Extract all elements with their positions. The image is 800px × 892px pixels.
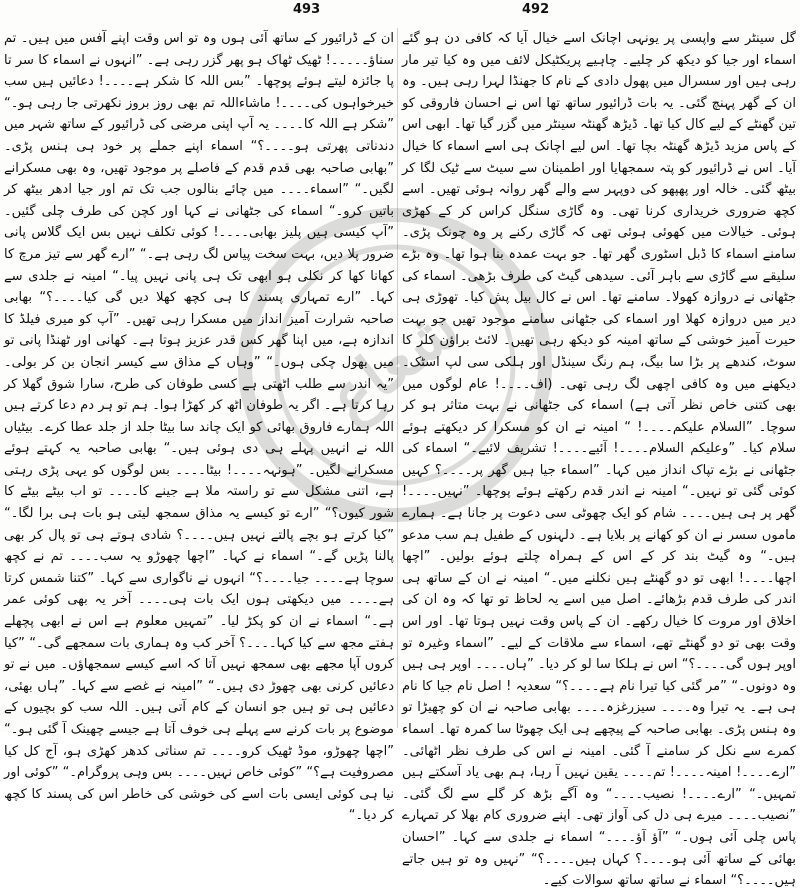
page-gutter-divider [397, 28, 398, 728]
left-page-body: ان کے ڈرائیور کے ساتھ آئی ہوں وہ تو اس وقت اپنے آفس میں ہیں۔ تم سناؤ۔۔۔۔۔! ٹھیک ٹھاک ہو پھر گزر رہی ہے۔ ”انہوں نے اسماء کا سر تا پا جائزہ لیتے ہوئے پوچھا۔ ”بس اللہ کا شکر ہے۔۔۔۔! دعائیں ہیں سب خیرخواہوں کی۔۔۔۔! ماشاءاللہ تم بھی روز بروز نکھرتی جا رہی ہو۔“ ”شکر ہے اللہ کا۔۔۔۔ یہ آپ اپنی مرضی کی ڈرائیور کے ساتھ شہر میں دندناتی پھرتی ہو۔۔۔۔؟“ اسماء اپنے جملے پر خود ہی ہنس پڑی۔ ”بھابی صاحبہ بھی قدم قدم کے فاصلے پر موجود تھیں، وہ بھی مسکرانے لگیں۔“ ”اسماء۔۔۔۔ میں چائے بنالوں جب تک تم اور جیا ادھر بیٹھ کر باتیں کرو۔“ اسماء کی جٹھانی نے کہا اور کچن کی طرف چلی گئیں۔ ”آپ کیسی ہیں پلیز بھابی۔۔۔۔! کوئی تکلف نہیں بس ایک گلاس پانی ضرور پلا دیں، بہت سخت پیاس لگ رہی ہے۔“ ”ارے گھر سے تیز مرچ کا کھانا کھا کر نکلی ہو ابھی تک ہی پانی نہیں پیا۔“ امینہ نے جلدی سے کہا۔ ”ارے تمہاری پسند کا ہی کچھ کھلا دیں گی کیا۔۔۔۔؟“ بھابی صاحبہ شرارت آمیز انداز میں مسکرا رہی تھیں۔ ”آپ کو میری فیلڈ کا اندازہ ہے، میں اپنا گھر کس قدر عزیز ہوتا ہے۔ کھانی اور ٹھنڈا پانی تو میں بھول چکی ہوں۔“ ”وہاں کے مذاق سے کیسر انجان بن کر بولی۔ ”یہ اندر سے طلب اٹھتی ہے کسی طوفان کی طرح، سارا شوق گھلا کر رہا کرتا ہے۔ اگر یہ طوفان اٹھ کر کھڑا ہوا۔ ہم تو ہر دم دعا کرتے ہیں اللہ ہمارے فاروق بھائی کو ایک چاند سا بیٹا جلد از جلد عطا کرے۔ بیٹیاں اللہ نے انہیں پہلے ہی دی ہوئی ہیں۔“ بھابی صاحبہ یہ کہتے ہوئے مسکرانے لگیں۔ ”ہونہہ۔۔۔۔! بیٹا۔۔۔۔ بس لوگوں کو یہی پڑی رہتی ہے، اتنی مشکل سے تو راستہ ملا ہے جینے کا۔۔۔۔ تو اب بیٹے بیٹے کا شور کیوں؟“ ”ارے تو کیسے یہ مذاق سمجھ لیتی ہو بات ہی برا لگا۔“ ”کیا کرتے ہو بچے پالتے نہیں ہیں۔۔۔۔؟ شادی ہوتے ہی تو پال کر بھی پالنا پڑیں گے۔“ اسماء نے کہا۔ ”اچھا چھوڑو یہ سب۔۔۔۔ تم نے کچھ سوچا ہے۔۔۔۔ جیا۔۔۔۔؟“ انہوں نے ناگواری سے کہا۔ ”کتنا شمس کرتا ہے۔۔۔۔ میں دیکھتی ہوں ایک بات ہی۔۔۔۔ آخر یہ بھی کوئی عمر ہے۔“ اسماء نے ان کو پکڑ لیا۔ ”تمہیں معلوم ہے اس نے ابھی پچھلے ہفتے مجھ سے کیا کہا۔۔۔۔؟ آخر کب وہ ہماری بات سمجھے گی۔“ ”کیا کروں آپا مجھے بھی سمجھ نہیں آتا کہ اسے کیسے سمجھاؤں۔ میں نے تو دعائیں کرنی بھی چھوڑ دی ہیں۔“ ”امینہ نے غصے سے کہا۔ ”ہاں بھئی، دعائیں ہی تو ہیں جو انسان کے کام آتی ہیں۔ اللہ سب کو بچیوں کے موضوع پر بات کرنے سے پہلے ہی خوف آتا ہے جیسے چھینک آ گئی ہو۔“ ”اچھا چھوڑو، موڈ ٹھیک کرو۔۔۔۔ تم سناتی کدھر کھڑی ہو، آج کل کیا مصروفیت ہے؟“ ”کوئی خاص نہیں۔۔۔۔ بس وہی پروگرام۔“ ”کوئی اور نیا ہی کوئی ایسی بات اسے کی خوشی کی خاطر اس کی پسند کا کچھ کر دیا۔“ [4, 31, 394, 824]
page-number-left: 493 [293, 2, 321, 17]
right-page-body: گل سینٹر سے واپسی پر یونہی اچانک اسے خیال آیا کہ کافی دن ہو گئے اسماء اور جیا کو دیکھ کر چلیے۔ چاہیے پریکٹیکل لائف میں وہ کیا تیر مار رہی ہیں اور سسرال میں پھول دادی کے نام کا جھنڈا لہرا رہی ہیں۔ وہ ان کے گھر پہنچ گئی۔ یہ بات ڈرائیور ساتھ تھا اس نے احسان فاروقی کو تین گھنٹے کے لیے کال کیا تھا۔ ڈیڑھ گھنٹہ سینٹر میں گزر گیا تھا۔ ابھی اس کے پاس مزید ڈیڑھ گھنٹہ بچا تھا۔ اس لیے اچانک ہی اسے اسماء کا خیال آیا۔ اس نے ڈرائیور کو پتہ سمجھایا اور اطمینان سے سیٹ سے ٹیک لگا کر بیٹھ گئی۔ خالہ اور پھپھو کی دوپہر سے والے گھر روانہ ہوئی تھیں۔ اسے کچھ ضروری خریداری کرنا تھی۔ وہ گاڑی سنگل کراس کر کے کھڑی ہوئی۔ خیالات میں کھوئی ہوئی تھی کہ گاڑی رکنے پر وہ چونک پڑی۔ سامنے اسماء کا ڈبل اسٹوری گھر تھا۔ جو بہت عمدہ بنا ہوا تھا۔ وہ بڑے سلیقے سے گاڑی سے باہر آئی۔ سیدھی گیٹ کی طرف بڑھی۔ اسماء کی جٹھانی نے دروازہ کھولا۔ سامنے تھا۔ اس نے کال بیل پش کیا۔ تھوڑی ہی دیر میں دروازہ کھلا اور اسماء کی جٹھانی سامنے موجود تھیں جو بہت حیرت آمیز خوشی کے ساتھ امینہ کو دیکھ رہی تھیں۔ لائٹ براؤن کلر کا سوٹ، کندھے پر بڑا سا بیگ، ہم رنگ سینڈل اور ہلکی سی لپ اسٹک۔ دیکھنے میں وہ کافی اچھی لگ رہی تھی۔ (اف۔۔۔۔! عام لوگوں میں بھی کتنی خاص نظر آتی ہے) اسماء کی جٹھانی نے بہت متاثر ہو کر سوچا۔ ”السلام علیکم۔۔۔۔! “ امینہ نے ان کو مسکرا کر دیکھتے ہوئے سلام کیا۔ ”وعلیکم السلام۔۔۔۔! آئیے۔۔۔۔! تشریف لائیے۔“ اسماء کی جٹھانی نے بڑے تپاک انداز میں کہا۔ ”اسماء جیا ہیں گھر پر۔۔۔۔؟ کہیں کوئی گئی تو نہیں۔“ امینہ نے اندر قدم رکھتے ہوئے پوچھا۔ ”نہیں۔۔۔۔! گھر پر ہی ہیں۔۔۔۔ شام کو ایک چھوٹی سی دعوت پر جانا ہے۔ ہمارے ماموں سسر نے ان کو کھانے پر بلایا ہے۔ دلہنوں کے طفیل ہم سب مدعو ہیں۔“ وہ گیٹ بند کر کے اس کے ہمراہ چلتے ہوئے بولیں۔ ”اچھا اچھا۔۔۔۔! ابھی تو دو گھنٹے ہیں نکلنے میں۔“ امینہ نے ان کے ساتھ ہی اندر کی طرف قدم بڑھائے۔ اصل میں اسے یہ لحاظ تو تھا کہ وہ ان کی اخلاق اور مروت کا خیال رکھے۔ ان کے پاس وقت نہیں ہوتا تھا۔ اور اس وقت بھی تو دو گھنٹے تھے، اسماء سے ملاقات کے لیے۔ ”اسماء وغیرہ تو اوپر ہوں گی۔۔۔۔؟“ اس نے ہلکا سا لو کر دیا۔ ”ہاں۔۔۔۔ اوپر ہی ہیں وہ دونوں۔“ ”مر گئی کیا تیرا نام ہے۔۔۔۔؟“ سعدیہ ! اصل نام جیا کا نام ہی ہے۔ یہ تیرا وہ۔۔۔۔ سیزرغزہ۔۔۔۔ بھابی صاحبہ نے ان کو چھیڑا تو وہ ہنس پڑی۔ بھابی صاحبہ کے پیچھے ہی ایک چھوٹا سا کمرہ تھا۔ اسماء کمرے سے نکل کر سامنے آ گئی۔ امینہ نے اس کی طرف نظر اٹھائی۔ ”ارے۔۔۔۔! امینہ۔۔۔۔! تم۔۔۔۔ یقین نہیں آ رہا، ہم بھی یاد آسکتے ہیں تمہیں۔“ ”ارے۔۔۔۔! نصیب۔۔۔۔“ وہ آگے بڑھ کر گلے سے لگ گئی۔ ”نصیب۔۔۔۔ میرے ہی دل کی آواز تھی۔ اپنے ضروری کام بھلا کر تمہارے پاس چلی آئی ہوں۔“ ”آؤ آؤ۔۔۔۔“ اسماء نے جلدی سے کہا۔ ”احسان بھائی کے ساتھ آئی ہو۔۔۔۔؟ کہاں ہیں۔۔۔۔؟“ ”نہیں وہ تو ہیں جاتے ہیں۔۔۔۔؟“ اسماء نے ساتھ ساتھ سوالات کیے۔ [402, 31, 796, 889]
right-page-text-column [402, 28, 796, 889]
page-number-right: 492 [522, 2, 550, 17]
left-page-text-column [4, 28, 394, 824]
watermark-text: شعاع [314, 289, 473, 437]
